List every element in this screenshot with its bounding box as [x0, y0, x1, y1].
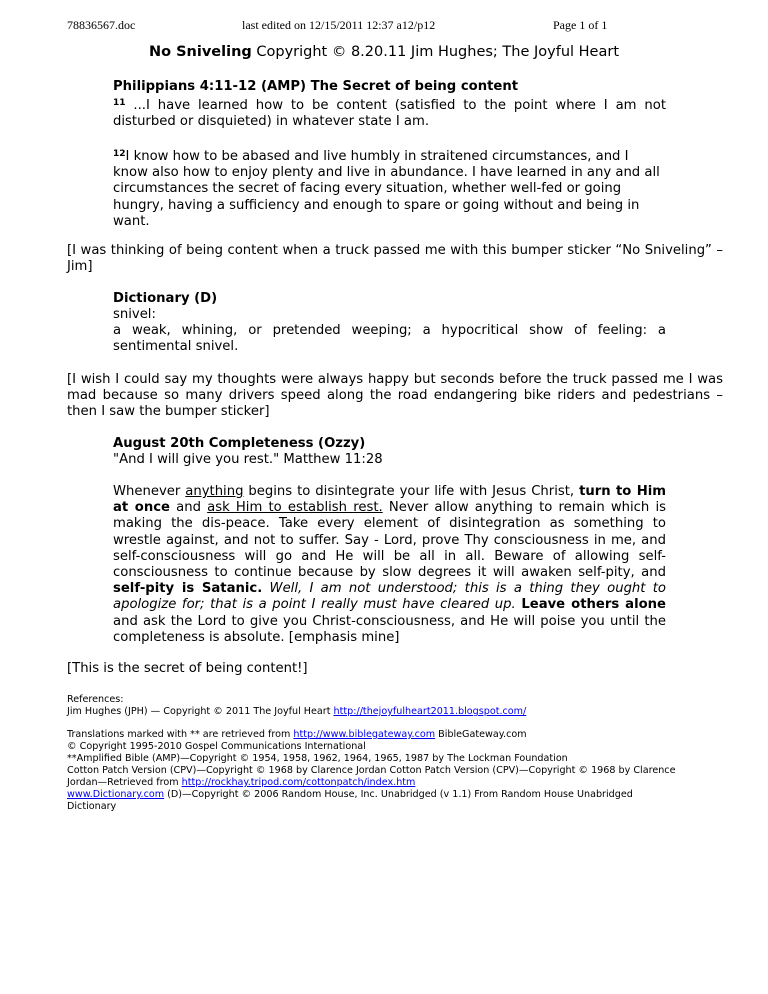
page-title [0, 44, 768, 60]
devotional-heading: August 20th Completeness (Ozzy) [113, 436, 366, 451]
devotional-text [262, 581, 269, 596]
reference-jph-link[interactable]: http://thejoyfulheart2011.blogspot.com/ [333, 706, 527, 717]
devotional-text: begins to disintegrate your life with Jesus Christ, [243, 484, 580, 499]
verse-12-text: I know how to be abased and live humbly in straitened circumstances, and I know also how to enjoy plenty and live in abundance. I have learned in any and all circumstances the secret of facing every situation, whether well-fed or going hungry, having a sufficiency and enough to spare or going without and being in want. [113, 149, 660, 229]
reference-translations-text: Translations marked with ** are retrieved from [67, 729, 294, 740]
header-page-number: Page 1 of 1 [553, 18, 608, 32]
reference-dictionary-cont: Dictionary [67, 801, 117, 812]
emphasis-ask-him: ask Him to establish rest. [207, 500, 383, 516]
scripture-verse-11 [113, 95, 666, 130]
verse-11-text: ...I have learned how to be content (satisfied to the point where I am not disturbed or disquieted) in whatever state I am. [113, 98, 666, 130]
biblegateway-link[interactable]: http://www.biblegateway.com [293, 729, 436, 740]
devotional-text: and [169, 500, 208, 516]
reference-cpv-text: Jordan—Retrieved from [67, 777, 182, 788]
devotional-verse: "And I will give you rest." Matthew 11:28 [113, 452, 383, 467]
scripture-verse-12 [113, 146, 666, 230]
emphasis-italic-quote: Well, I am not understood; this is a thing they ought to apologize for; that is a point I really must have cleared up. [113, 581, 666, 613]
cottonpatch-link[interactable]: http://rockhay.tripod.com/cottonpatch/index.htm [181, 777, 416, 788]
note-bumper-sticker: [I was thinking of being content when a truck passed me with this bumper sticker “No Sniveling” – Jim] [67, 243, 723, 275]
reference-gospel-copyright: © Copyright 1995-2010 Gospel Communications International [67, 741, 366, 752]
dictionary-definition: a weak, whining, or pretended weeping; a hypocritical show of feeling: a sentimental snivel. [113, 323, 666, 355]
closing-note: [This is the secret of being content!] [67, 661, 308, 676]
reference-cpv-retrieved [67, 777, 747, 789]
reference-cpv: Cotton Patch Version (CPV)—Copyright © 1968 by Clarence Jordan Cotton Patch Version (CPV)—Copyright © 1968 by Clarence [67, 765, 676, 776]
devotional-text: Never allow anything to remain which is making the dis-peace. Take every element of disintegration as something to wrestle against, and not to suffer. Say - Lord, prove Thy consciousness in me, and self-consciousness will go and He will be all in all. Beware of allowing self-consciousness to continue because by slow degrees it will awaken self-pity, and [113, 500, 666, 581]
reference-translations-site: BibleGateway.com [435, 729, 527, 740]
reference-amp: **Amplified Bible (AMP)—Copyright © 1954, 1958, 1962, 1964, 1965, 1987 by The Lockman Foundation [67, 753, 568, 764]
devotional-paragraph [113, 484, 666, 646]
emphasis-turn-to-him: turn to Him at once [113, 484, 667, 516]
verse-11-number: 11 [113, 98, 126, 108]
reference-dictionary [67, 789, 747, 801]
reference-jph-text: Jim Hughes (JPH) — Copyright © 2011 The Joyful Heart [67, 706, 334, 717]
reference-jph [67, 706, 747, 718]
dictionary-word: snivel: [113, 307, 156, 322]
devotional-text: Whenever [113, 484, 186, 499]
emphasis-anything: anything [185, 484, 244, 499]
scripture-heading: Philippians 4:11-12 (AMP) The Secret of being content [113, 79, 519, 94]
emphasis-leave-others: Leave others alone [521, 597, 666, 613]
emphasis-self-pity: self-pity is Satanic. [113, 581, 263, 597]
references-label: References: [67, 694, 124, 705]
note-thoughts: [I wish I could say my thoughts were always happy but seconds before the truck passed me I was mad because so many drivers speed along the road endangering bike riders and pedestrians – then I saw the bumper sticker] [67, 372, 723, 420]
title-rest: Copyright © 8.20.11 Jim Hughes; The Joyful Heart [251, 44, 620, 60]
reference-translations [67, 729, 747, 741]
dictionary-link[interactable]: www.Dictionary.com [67, 789, 165, 800]
title-bold: No Sniveling [148, 44, 252, 60]
dictionary-heading: Dictionary (D) [113, 291, 218, 306]
reference-dictionary-text: (D)—Copyright © 2006 Random House, Inc. Unabridged (v 1.1) From Random House Unabridged [164, 789, 633, 800]
devotional-text: and ask the Lord to give you Christ-consciousness, and He will poise you until the completeness is absolute. [emphasis mine] [113, 613, 666, 645]
header-edited: last edited on 12/15/2011 12:37 a12/p12 [242, 18, 436, 32]
header-filename: 78836567.doc [67, 18, 136, 32]
verse-12-number: 12 [113, 149, 126, 159]
